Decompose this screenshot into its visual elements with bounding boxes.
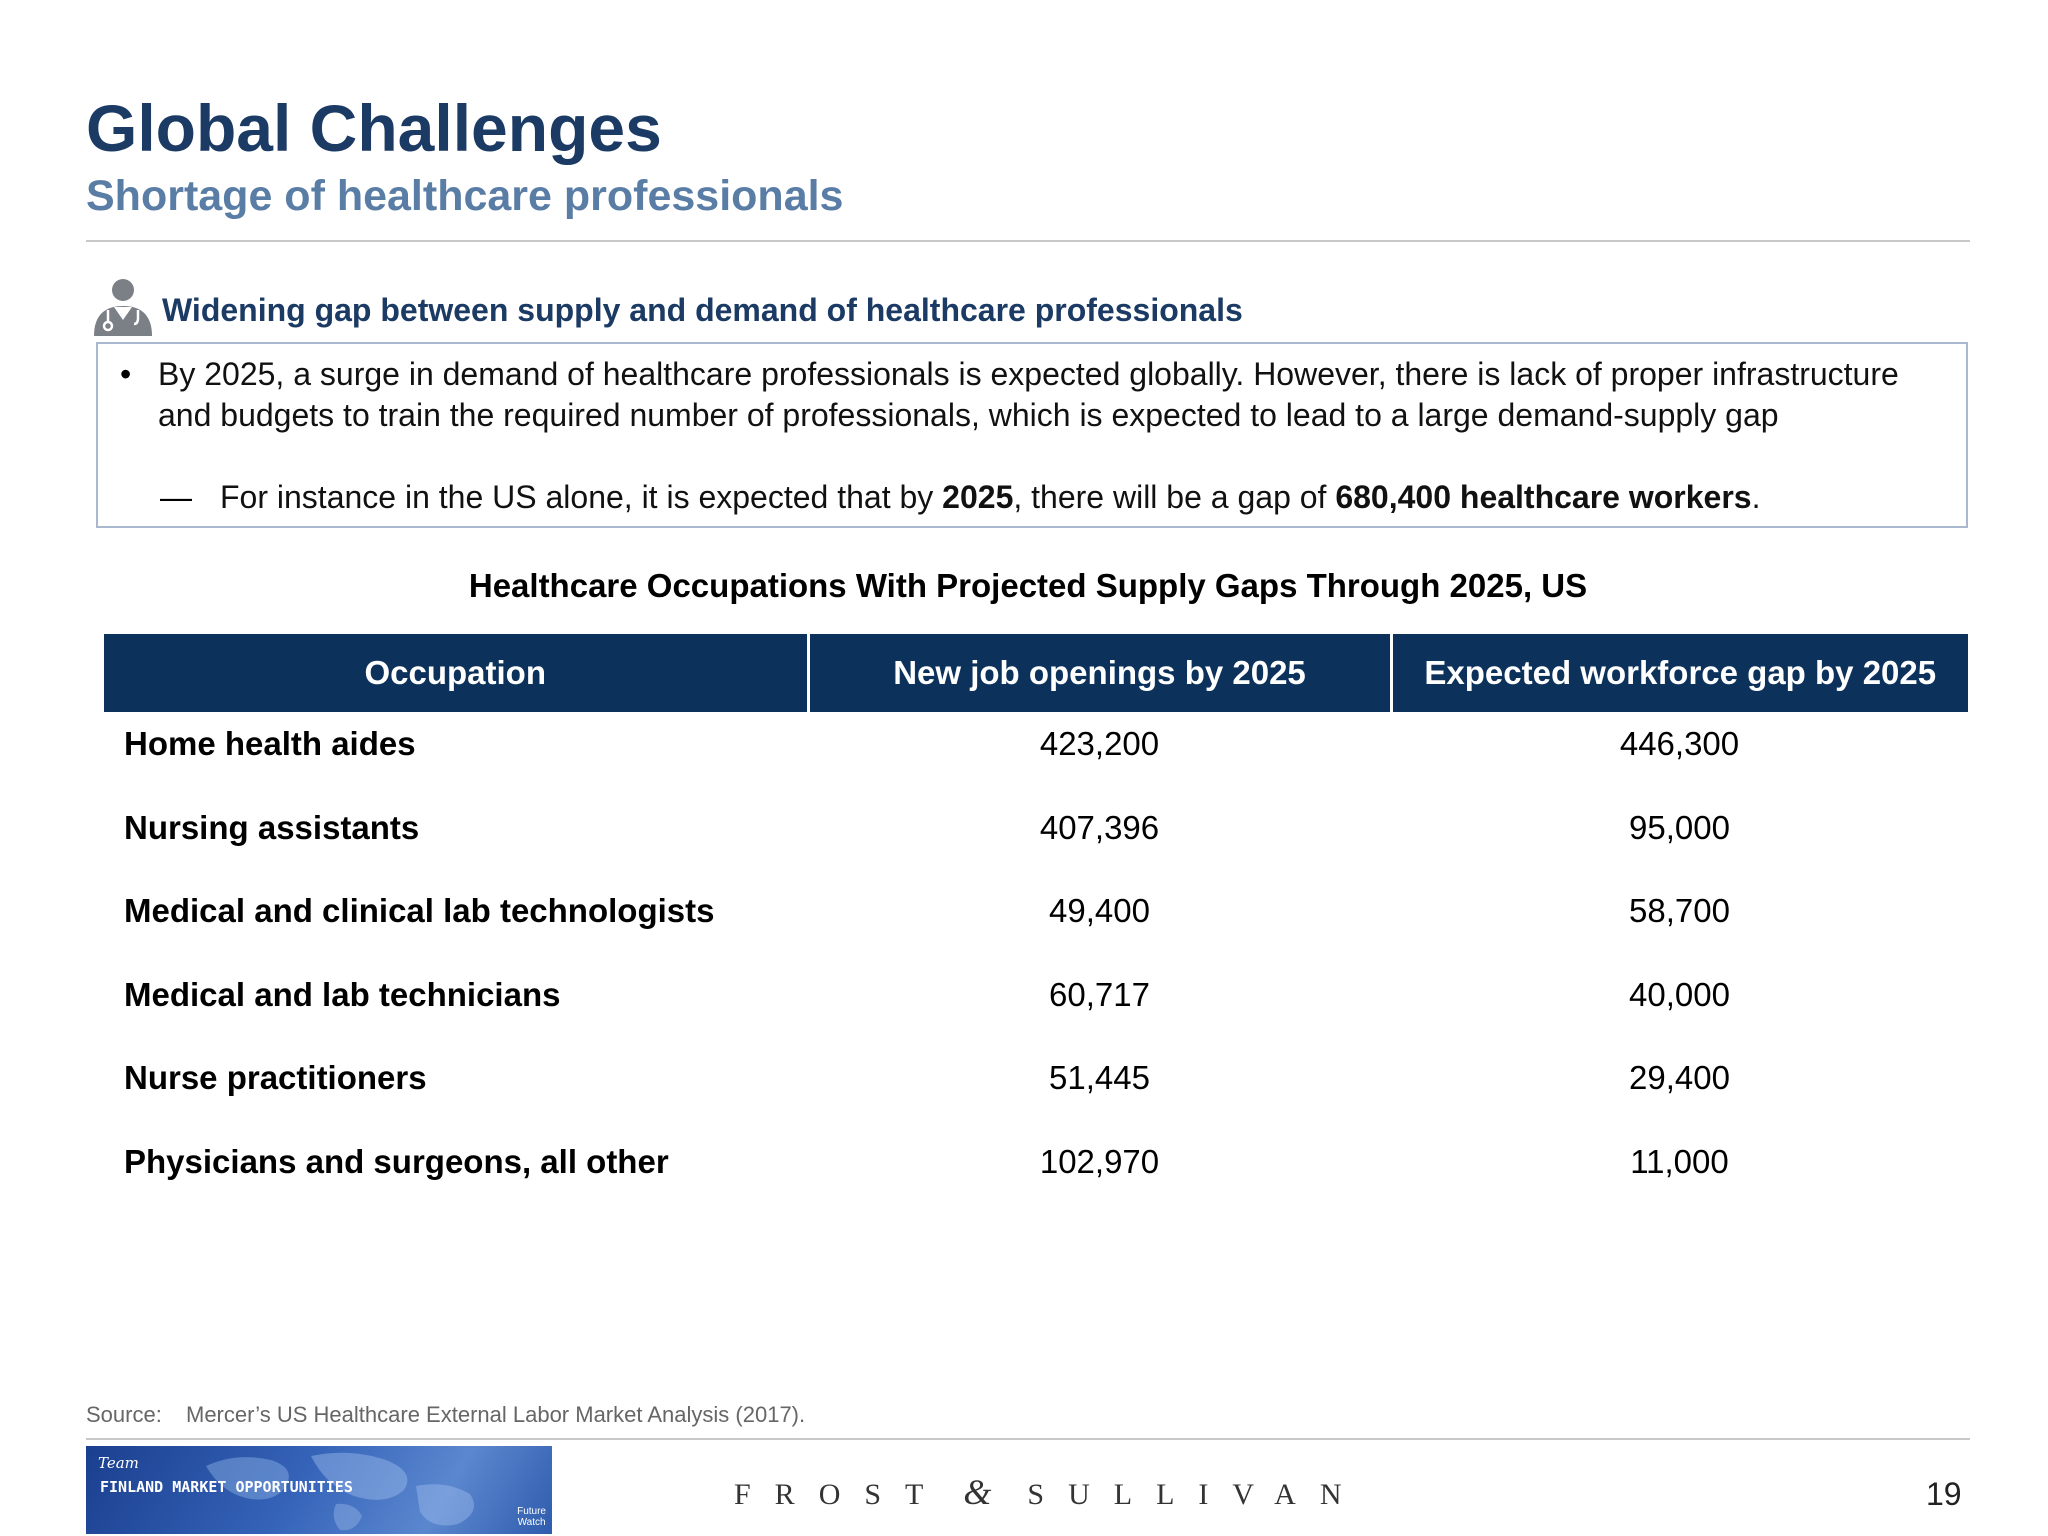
gap-cell: 446,300: [1619, 725, 1740, 762]
header-new-job-openings: New job openings by 2025: [808, 634, 1391, 712]
page-title: Global Challenges: [86, 91, 662, 165]
openings-cell: 60,717: [1049, 975, 1150, 1013]
occupations-table: [104, 634, 1968, 1213]
table-row: [104, 796, 1968, 880]
bullet-marker: •: [120, 356, 132, 392]
occupation-cell: Nursing assistants: [124, 808, 420, 846]
table-header-row: [104, 634, 1968, 712]
gap-cell: 40,000: [1629, 975, 1730, 1013]
sub-bullet-year: 2025: [942, 479, 1014, 515]
occupation-cell: Medical and lab technicians: [124, 975, 561, 1013]
table-row: [104, 1046, 1968, 1130]
openings-cell: 49,400: [1049, 892, 1150, 929]
sub-bullet-prefix: For instance in the US alone, it is expected that by: [220, 479, 943, 515]
banner-watch: Watch: [517, 1517, 546, 1528]
sub-bullet-gap: 680,400 healthcare workers: [1335, 479, 1752, 515]
source-label: Source:: [86, 1402, 162, 1427]
occupation-cell: Home health aides: [124, 725, 416, 762]
banner-title: FINLAND MARKET OPPORTUNITIES: [100, 1478, 353, 1496]
section-heading: Widening gap between supply and demand of healthcare professionals: [162, 292, 1243, 328]
gap-cell: 29,400: [1629, 1059, 1730, 1096]
occupation-cell: Physicians and surgeons, all other: [124, 1142, 669, 1180]
openings-cell: 407,396: [1039, 808, 1160, 846]
occupation-cell: Medical and clinical lab technologists: [124, 892, 715, 929]
banner-team-label: Team: [98, 1454, 139, 1472]
footer-divider: [86, 1438, 1970, 1440]
page-number: 19: [1926, 1476, 1962, 1512]
table-row: [104, 1130, 1968, 1214]
table-row: [104, 712, 1968, 796]
gap-cell: 58,700: [1629, 892, 1730, 929]
callout-box: [96, 342, 1968, 528]
table-title: Healthcare Occupations With Projected Supply Gaps Through 2025, US: [468, 567, 1588, 604]
openings-cell: 102,970: [1039, 1142, 1160, 1180]
gap-cell: 11,000: [1630, 1142, 1729, 1180]
doctor-icon: [88, 276, 158, 336]
banner-future: Future: [517, 1506, 546, 1517]
sub-bullet-text: [220, 477, 1960, 518]
sub-bullet-suffix: .: [1751, 479, 1761, 515]
frost-sullivan-logo: [734, 1472, 1366, 1515]
source-note: [86, 1401, 805, 1429]
gap-cell: 95,000: [1629, 808, 1730, 846]
header-divider: [86, 240, 1970, 242]
table-row: [104, 879, 1968, 963]
banner-future-watch: [517, 1506, 546, 1528]
source-text: Mercer’s US Healthcare External Labor Market Analysis (2017).: [186, 1402, 806, 1427]
table-row: [104, 963, 1968, 1047]
brand-frost: FROST: [734, 1478, 948, 1511]
header-occupation: Occupation: [104, 634, 808, 712]
brand-sullivan: SULLIVAN: [1027, 1478, 1366, 1511]
openings-cell: 51,445: [1049, 1059, 1150, 1096]
finland-market-banner: [86, 1446, 552, 1534]
page-subtitle: Shortage of healthcare professionals: [86, 172, 844, 220]
header-workforce-gap: Expected workforce gap by 2025: [1391, 634, 1968, 712]
sub-bullet-marker: —: [160, 479, 192, 515]
sub-bullet-middle: , there will be a gap of: [1013, 479, 1336, 515]
brand-ampersand: &: [963, 1472, 992, 1512]
occupation-cell: Nurse practitioners: [124, 1059, 427, 1096]
openings-cell: 423,200: [1039, 725, 1160, 762]
bullet-text: By 2025, a surge in demand of healthcare professionals is expected globally. However, there is lack of proper infrastructure and budgets to train the required number of professionals, which is expected to lead to a large demand-supply gap: [158, 356, 1899, 433]
